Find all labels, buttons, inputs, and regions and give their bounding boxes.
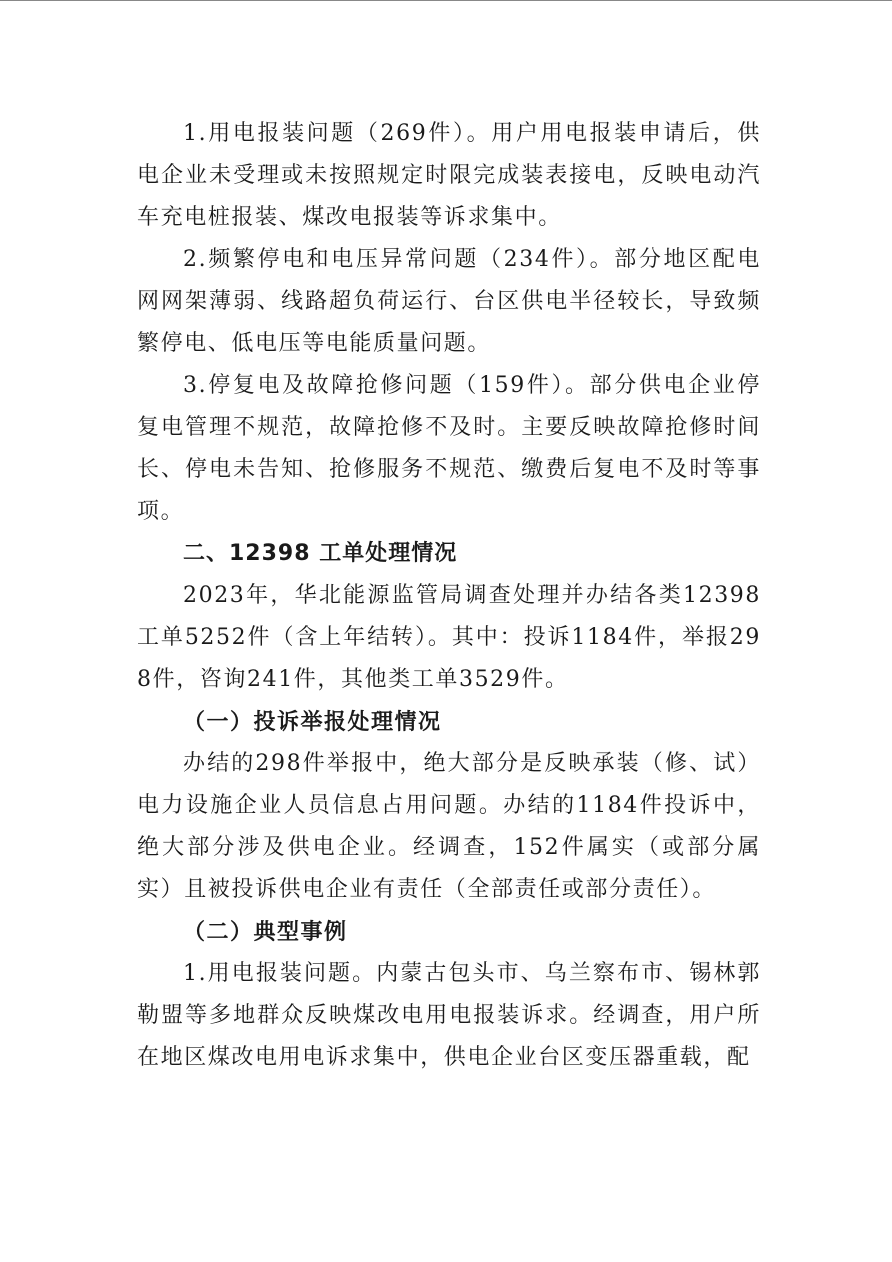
subheading-complaints: （一）投诉举报处理情况	[183, 709, 442, 735]
para-2023-summary: 2023年，华北能源监管局调查处理并办结各类12398工单5252件（含上年结转）。其中：投诉1184件，举报298件，咨询241件，其他类工单3529件。	[137, 583, 761, 692]
heading-12398-work-orders: 二、12398 工单处理情况	[183, 541, 458, 566]
para-complaints-detail: 办结的298件举报中，绝大部分是反映承装（修、试）电力设施企业人员信息占用问题。办结的1184件投诉中，绝大部分涉及供电企业。经调查，152件属实（或部分属实）且被投诉供电企业有责任（全部责任或部分责任）。	[137, 751, 761, 902]
para-typical-case-1: 1.用电报装问题。内蒙古包头市、乌兰察布市、锡林郭勒盟等多地群众反映煤改电用电报装诉求。经调查，用户所在地区煤改电用电诉求集中，供电企业台区变压器重载，配	[137, 961, 761, 1070]
para-2-outage-voltage: 2.频繁停电和电压异常问题（234件）。部分地区配电网网架薄弱、线路超负荷运行、台区供电半径较长，导致频繁停电、低电压等电能质量问题。	[137, 247, 761, 356]
document-body	[137, 113, 761, 1079]
para-3-repair: 3.停复电及故障抢修问题（159件）。部分供电企业停复电管理不规范，故障抢修不及时。主要反映故障抢修时间长、停电未告知、抢修服务不规范、缴费后复电不及时等事项。	[137, 373, 761, 524]
para-1-installation: 1.用电报装问题（269件）。用户用电报装申请后，供电企业未受理或未按照规定时限完成装表接电，反映电动汽车充电桩报装、煤改电报装等诉求集中。	[137, 121, 761, 230]
subheading-typical-cases: （二）典型事例	[183, 919, 348, 945]
